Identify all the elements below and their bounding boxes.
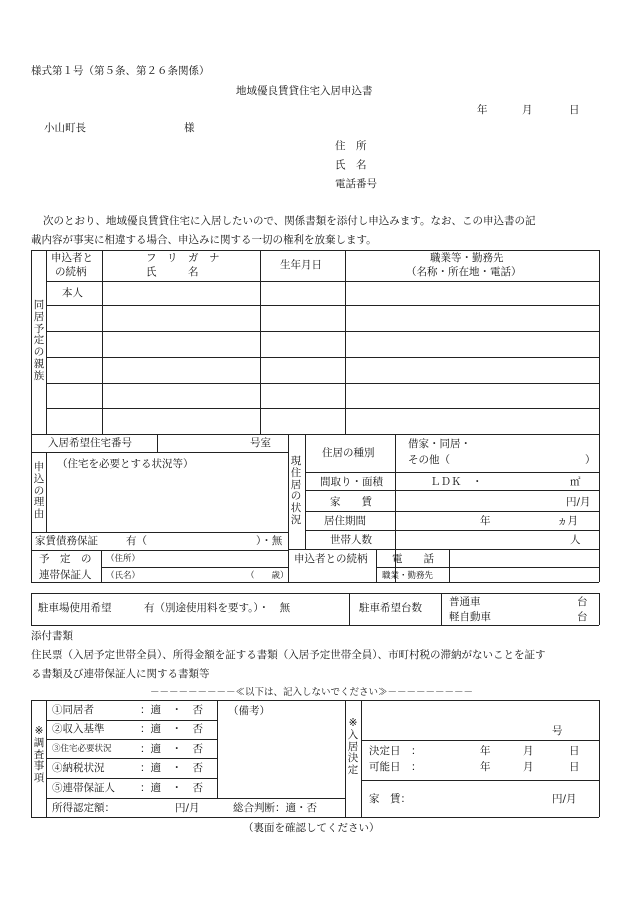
intro-line-1: 次のとおり、地域優良賃貸住宅に入居したいので、関係書類を添付し申込みます。なお、この申込書の記 <box>43 215 536 227</box>
family-side-label: 同 居 予 定 の 親 族 <box>33 299 45 382</box>
survey-item-3-label: ③住宅必要状況 <box>52 744 112 754</box>
current-housing-side-label: 現 住 居 の 状 況 <box>290 455 302 526</box>
income-unit: 円/月 <box>175 802 200 814</box>
guarantor-label-1: 予 定 の <box>39 553 92 565</box>
layout-label: 間取り・面積 <box>320 476 383 488</box>
survey-item-1-label: ①同居者 <box>52 704 94 716</box>
intro-line-2: 載内容が事実に相違する場合、申込みに関する一切の権利を放棄します。 <box>31 234 377 246</box>
col-birth-date: 生年月日 <box>280 259 322 271</box>
date-month: 月 <box>522 104 533 116</box>
office-use-divider: －－－－－－－－－≪以下は、記入しないでください≫－－－－－－－－－ <box>150 687 474 698</box>
guarantee-yes: 有（ <box>126 535 147 547</box>
survey-side-label: ※ 調 査 事 項 <box>33 725 45 784</box>
overall-judgement: 総合判断：適・否 <box>233 802 317 814</box>
housing-type-label: 住居の種別 <box>322 447 375 459</box>
applicant-name-label: 氏 名 <box>335 159 367 171</box>
col-relation-1: 申込者と <box>51 252 93 264</box>
income-label: 所得認定額： <box>52 802 115 814</box>
footer-note: （裏面を確認してください） <box>243 822 380 834</box>
light-car-label: 軽自動車 <box>449 611 491 623</box>
decision-date-day: 日 <box>569 745 580 757</box>
self-label: 本人 <box>62 287 83 299</box>
period-month: ヵ月 <box>557 515 578 527</box>
date-year: 年 <box>477 104 488 116</box>
survey-item-4-value: ：適 ・ 否 <box>140 762 203 774</box>
guarantor-name: （氏名） <box>106 571 141 581</box>
regular-car-label: 普通車 <box>449 596 481 608</box>
period-year: 年 <box>480 515 491 527</box>
guarantor-label-2: 連帯保証人 <box>39 569 92 581</box>
rent-unit: 円/月 <box>566 496 591 508</box>
col-furigana: フ リ ガ ナ <box>146 252 220 264</box>
col-relation-2: の続柄 <box>55 266 87 278</box>
decision-rent-label: 家 賃： <box>369 793 411 805</box>
job-label: 職業・勤務先 <box>382 571 434 581</box>
relation-label: 申込者との続柄 <box>294 553 368 565</box>
survey-item-5-label: ⑤連帯保証人 <box>52 782 115 794</box>
honorific: 様 <box>184 122 195 134</box>
date-day: 日 <box>569 104 580 116</box>
col-job: 職業等・勤務先 <box>430 252 504 264</box>
reason-hint: （住宅を必要とする状況等） <box>57 458 194 470</box>
survey-item-1-value: ：適 ・ 否 <box>140 704 203 716</box>
phone-label: 電 話 <box>392 553 434 565</box>
remarks-label: （備考） <box>228 705 270 717</box>
guarantor-address: （住所） <box>106 554 141 564</box>
household-unit: 人 <box>570 534 581 546</box>
survey-item-5-value: ：適 ・ 否 <box>140 782 203 794</box>
parking-count-label: 駐車希望台数 <box>359 602 422 614</box>
room-suffix: 号室 <box>250 437 271 449</box>
housing-type-close: ） <box>585 454 596 466</box>
decision-rent-unit: 円/月 <box>552 793 577 805</box>
guarantor-age: （ 歳） <box>246 571 289 581</box>
possible-date-day: 日 <box>569 761 580 773</box>
survey-item-2-label: ②収入基準 <box>52 723 105 735</box>
decision-date-label: 決定日 ： <box>369 745 422 757</box>
desired-unit-label: 入居希望住宅番号 <box>48 437 132 449</box>
decision-date-month: 月 <box>523 745 534 757</box>
applicant-address-label: 住 所 <box>335 140 367 152</box>
period-label: 居住期間 <box>324 515 366 527</box>
housing-type-opt2: その他（ <box>408 454 450 466</box>
attachments-line-1: 住民票（入居予定世帯全員）、所得金額を証する書類（入居予定世帯全員）、市町村税の滞納がないことを証す <box>31 649 546 661</box>
guarantee-no: ）・無 <box>256 535 283 547</box>
possible-date-label: 可能日 ： <box>369 761 422 773</box>
attachments-line-2: る書類及び連帯保証人に関する書類等 <box>31 668 210 680</box>
survey-item-3-value: ：適 ・ 否 <box>140 743 203 755</box>
parking-use-label: 駐車場使用希望 <box>38 602 112 614</box>
housing-type-opt1: 借家・同居・ <box>408 438 471 450</box>
possible-date-month: 月 <box>523 761 534 773</box>
guarantee-label: 家賃債務保証 <box>35 535 98 547</box>
area-unit: ㎡ <box>570 476 581 488</box>
applicant-phone-label: 電話番号 <box>335 178 377 190</box>
rent-label: 家 賃 <box>330 496 372 508</box>
light-car-unit: 台 <box>577 611 588 623</box>
survey-item-4-label: ④納税状況 <box>52 762 105 774</box>
col-name: 氏 名 <box>146 266 199 278</box>
decision-date-year: 年 <box>480 745 491 757</box>
parking-use-options: 有（別途使用料を要す。）・ 無 <box>144 602 291 614</box>
col-job-detail: （名称・所在地・電話） <box>406 266 522 278</box>
decision-number-suffix: 号 <box>552 725 563 737</box>
attachments-heading: 添付書類 <box>31 630 73 642</box>
household-label: 世帯人数 <box>330 534 372 546</box>
survey-item-2-value: ：適 ・ 否 <box>140 723 203 735</box>
decision-side-label: ※ 入 居 決 定 <box>347 717 359 776</box>
form-title: 地域優良賃貸住宅入居申込書 <box>236 85 373 97</box>
layout-value: ＬＤＫ ・ <box>430 476 483 488</box>
possible-date-year: 年 <box>480 761 491 773</box>
form-number: 様式第１号（第５条、第２６条関係） <box>31 65 210 77</box>
addressee: 小山町長 <box>44 122 86 134</box>
regular-car-unit: 台 <box>577 596 588 608</box>
reason-side-label: 申 込 の 理 由 <box>33 461 45 520</box>
